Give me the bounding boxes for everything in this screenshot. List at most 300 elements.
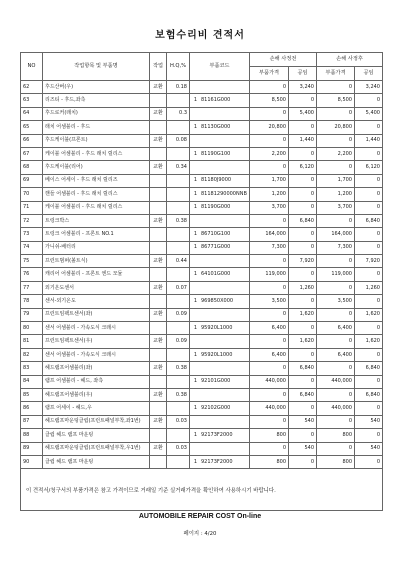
row-item: 가니쉬-배터리 [43,242,150,255]
document-title: 보험수리비 견적서 [155,30,245,41]
row-part-code [190,175,250,188]
table-row [21,268,383,281]
row-no: 70 [21,188,43,201]
row-after-parts-price: 20,800 [317,121,355,134]
row-before-labor: 3,240 [289,81,317,94]
row-before-parts-price: 2,200 [250,148,289,161]
row-item: 케이블 어셈블리 - 후드 래치 릴리스 [43,202,150,215]
row-part-code-text: 81161G000 [201,97,231,104]
row-item: 베이스 어세이 - 후드 래치 릴리즈 [43,175,150,188]
row-before-parts-price: 0 [250,362,289,375]
row-part-code [190,94,250,107]
row-work [150,376,167,389]
row-part-code-text: 64101G000 [201,271,231,278]
row-item: 센서-외기온도 [43,295,150,308]
row-before-labor: 0 [289,268,317,281]
row-item: 램프 어세이 - 헤드,우 [43,402,150,415]
row-quantity: 1 [193,271,198,278]
row-before-labor: 5,400 [289,108,317,121]
row-part-code [190,135,250,148]
table-row [21,188,383,201]
row-after-labor: 0 [355,148,383,161]
row-no: 85 [21,389,43,402]
row-quantity: 1 [193,230,198,237]
row-part-code-text: 95920L1000 [201,324,233,331]
row-part-code-text: 81190G000 [201,204,231,211]
table-row [21,215,383,228]
row-hq [167,429,190,442]
row-part-code [190,456,250,469]
table-row [21,202,383,215]
row-quantity: 1 [193,244,198,251]
row-hq [167,188,190,201]
row-after-labor: 5,400 [355,108,383,121]
row-part-code [190,81,250,94]
row-before-labor: 0 [289,349,317,362]
row-work [150,148,167,161]
row-part-code [190,362,250,375]
row-work [150,94,167,107]
row-no: 75 [21,255,43,268]
row-work [150,121,167,134]
row-no: 68 [21,161,43,174]
table-row [21,443,383,456]
row-before-parts-price: 3,700 [250,202,289,215]
page-number: 페이지 : 4/20 [183,531,217,537]
row-before-parts-price: 3,500 [250,295,289,308]
row-before-labor: 540 [289,416,317,429]
footer-title: AUTOMOBILE REPAIR COST On-line [138,513,262,520]
row-hq: 0.34 [167,161,190,174]
row-no: 76 [21,268,43,281]
row-quantity: 1 [193,324,198,331]
row-item: 센서 어셈블리 - 가속도식 크래시 [43,349,150,362]
row-after-parts-price: 0 [317,335,355,348]
row-hq [167,376,190,389]
row-hq [167,175,190,188]
header-work: 작업 [150,53,167,81]
row-after-parts-price: 0 [317,309,355,322]
row-after-parts-price: 0 [317,108,355,121]
row-part-code [190,268,250,281]
row-after-parts-price: 8,500 [317,94,355,107]
table-row [21,362,383,375]
row-after-parts-price: 0 [317,416,355,429]
row-after-labor: 6,840 [355,215,383,228]
row-after-labor: 0 [355,94,383,107]
row-no: 84 [21,376,43,389]
row-hq [167,268,190,281]
row-hq [167,94,190,107]
row-hq [167,402,190,415]
row-part-code [190,188,250,201]
row-no: 88 [21,429,43,442]
row-no: 71 [21,202,43,215]
row-after-labor: 540 [355,416,383,429]
row-before-labor: 1,440 [289,135,317,148]
row-before-parts-price: 0 [250,389,289,402]
table-row [21,309,383,322]
row-work: 교환 [150,309,167,322]
row-work [150,402,167,415]
row-no: 64 [21,108,43,121]
row-item: 헤드램프마운팅클립(프런트패널부착,좌1번) [43,416,150,429]
table-body [21,81,383,469]
row-no: 62 [21,81,43,94]
row-quantity: 1 [193,351,198,358]
row-after-parts-price: 0 [317,282,355,295]
row-part-code [190,295,250,308]
row-part-code [190,161,250,174]
row-after-labor: 1,260 [355,282,383,295]
table-row [21,416,383,429]
row-part-code [190,242,250,255]
row-before-parts-price: 8,500 [250,94,289,107]
row-quantity: 1 [193,297,198,304]
table-row [21,295,383,308]
row-work [150,175,167,188]
row-hq: 0.08 [167,135,190,148]
table-row [21,456,383,469]
row-after-parts-price: 164,000 [317,228,355,241]
row-hq [167,349,190,362]
row-work [150,202,167,215]
row-after-labor: 0 [355,202,383,215]
row-after-parts-price: 800 [317,429,355,442]
table-row [21,335,383,348]
table-row [21,282,383,295]
row-part-code [190,309,250,322]
row-part-code [190,108,250,121]
row-no: 90 [21,456,43,469]
row-after-labor: 1,620 [355,309,383,322]
row-before-parts-price: 119,000 [250,268,289,281]
row-quantity: 1 [193,204,198,211]
row-part-code [190,335,250,348]
row-after-parts-price: 0 [317,81,355,94]
row-before-labor: 0 [289,188,317,201]
row-after-labor: 7,920 [355,255,383,268]
row-after-labor: 0 [355,456,383,469]
row-item: 핸들 어셈블리 - 후드 래치 릴리스 [43,188,150,201]
row-no: 67 [21,148,43,161]
row-before-labor: 6,120 [289,161,317,174]
row-item: 후드로커(래치) [43,108,150,121]
row-hq [167,121,190,134]
row-work [150,268,167,281]
row-after-parts-price: 800 [317,456,355,469]
row-before-parts-price: 0 [250,108,289,121]
row-part-code [190,215,250,228]
row-before-parts-price: 0 [250,135,289,148]
row-part-code-text: 92173F2000 [201,431,233,438]
row-after-labor: 0 [355,121,383,134]
row-item: 후드산버(우) [43,81,150,94]
row-hq: 0.38 [167,215,190,228]
row-part-code [190,402,250,415]
header-after-parts-price: 부품가격 [317,67,355,81]
row-hq: 0.03 [167,416,190,429]
row-no: 74 [21,242,43,255]
row-part-code [190,389,250,402]
row-after-labor: 0 [355,295,383,308]
row-before-parts-price: 0 [250,215,289,228]
row-work [150,322,167,335]
row-part-code [190,202,250,215]
table-row [21,389,383,402]
row-item: 클립 헤드 램프 마운팅 [43,456,150,469]
row-no: 79 [21,309,43,322]
row-quantity: 1 [193,431,198,438]
row-after-parts-price: 0 [317,215,355,228]
row-item: 후드케이블(프론트) [43,135,150,148]
row-after-labor: 0 [355,242,383,255]
row-work [150,295,167,308]
row-before-parts-price: 0 [250,309,289,322]
row-before-labor: 0 [289,295,317,308]
row-no: 78 [21,295,43,308]
row-no: 69 [21,175,43,188]
row-before-labor: 6,840 [289,362,317,375]
row-after-labor: 0 [355,175,383,188]
disclaimer-note: 이 견적서/청구서의 부품가격은 참고 가격이므로 거래일 기준 실거래가격을 확인하여 사용하시기 바랍니다. [21,469,383,511]
row-item: 케이블 어셈블리 - 후드 래치 릴리스 [43,148,150,161]
row-after-labor: 0 [355,322,383,335]
row-part-code-text: 92102G000 [201,405,231,412]
row-before-labor: 0 [289,242,317,255]
row-no: 77 [21,282,43,295]
header-before-adjustment: 손해 사정전 [250,53,317,67]
table-row [21,94,383,107]
row-part-code [190,349,250,362]
row-work: 교환 [150,282,167,295]
row-part-code-text: 81190G100 [201,150,231,157]
header-after-adjustment: 손해 사정후 [317,53,383,67]
row-before-parts-price: 20,800 [250,121,289,134]
row-after-parts-price: 0 [317,389,355,402]
row-after-labor: 0 [355,376,383,389]
row-work [150,456,167,469]
row-no: 66 [21,135,43,148]
row-before-parts-price: 0 [250,81,289,94]
row-before-parts-price: 0 [250,282,289,295]
row-no: 83 [21,362,43,375]
row-part-code-text: 81180J9000 [201,177,232,184]
row-hq: 0.44 [167,255,190,268]
row-after-parts-price: 1,700 [317,175,355,188]
row-quantity: 1 [193,458,198,465]
row-part-code [190,376,250,389]
row-after-labor: 3,240 [355,81,383,94]
row-part-code-text: 92101G000 [201,378,231,385]
row-before-labor: 0 [289,202,317,215]
row-after-parts-price: 6,400 [317,322,355,335]
row-work: 교환 [150,108,167,121]
row-before-labor: 6,840 [289,389,317,402]
row-item: 프런트임팩트센서(좌) [43,309,150,322]
row-before-parts-price: 1,200 [250,188,289,201]
table-row [21,429,383,442]
row-work: 교환 [150,389,167,402]
row-after-labor: 0 [355,349,383,362]
table-row [21,121,383,134]
table-row [21,349,383,362]
row-before-parts-price: 6,400 [250,322,289,335]
row-quantity: 1 [193,97,198,104]
row-part-code [190,121,250,134]
row-after-labor: 6,840 [355,389,383,402]
row-hq [167,322,190,335]
row-work [150,242,167,255]
row-before-parts-price: 0 [250,161,289,174]
row-hq: 0.38 [167,362,190,375]
header-before-labor: 공임 [289,67,317,81]
row-part-code-text: 969850X000 [201,297,234,304]
row-quantity: 1 [193,150,198,157]
row-work: 교환 [150,443,167,456]
table-row [21,376,383,389]
row-before-parts-price: 440,000 [250,376,289,389]
header-part-code: 부품코드 [190,53,250,81]
row-after-labor: 0 [355,188,383,201]
row-before-labor: 0 [289,429,317,442]
row-after-labor: 0 [355,228,383,241]
row-before-parts-price: 0 [250,443,289,456]
row-item: 트렁크박스 [43,215,150,228]
table-row [21,242,383,255]
row-item: 프런트임팩트센서(우) [43,335,150,348]
row-no: 86 [21,402,43,415]
row-before-parts-price: 164,000 [250,228,289,241]
row-before-labor: 0 [289,456,317,469]
row-after-labor: 6,120 [355,161,383,174]
row-item: 헤드램프어셈블리(좌) [43,362,150,375]
row-item: 캐리어 어셈블리 - 프론트 엔드 모듈 [43,268,150,281]
row-work [150,429,167,442]
row-work [150,349,167,362]
row-before-labor: 0 [289,322,317,335]
header-after-labor: 공임 [355,67,383,81]
row-after-parts-price: 440,000 [317,402,355,415]
row-after-labor: 1,620 [355,335,383,348]
row-quantity: 1 [193,378,198,385]
row-after-labor: 0 [355,268,383,281]
row-part-code-text: 86771G000 [201,244,231,251]
row-part-code [190,443,250,456]
header-hq: H.Q,% [167,53,190,81]
row-no: 81 [21,335,43,348]
row-before-labor: 0 [289,121,317,134]
row-before-parts-price: 1,700 [250,175,289,188]
row-before-labor: 0 [289,228,317,241]
row-after-labor: 1,440 [355,135,383,148]
row-after-parts-price: 0 [317,255,355,268]
row-hq: 0.38 [167,389,190,402]
row-before-labor: 0 [289,175,317,188]
row-item: 헤드램프어셈블리(우) [43,389,150,402]
row-after-labor: 0 [355,402,383,415]
table-row [21,81,383,94]
row-part-code [190,228,250,241]
row-item: 프런트범퍼(볼트식) [43,255,150,268]
table-row [21,255,383,268]
header-before-parts-price: 부품가격 [250,67,289,81]
row-before-parts-price: 800 [250,429,289,442]
row-work: 교환 [150,335,167,348]
row-work: 교환 [150,255,167,268]
row-hq [167,228,190,241]
row-before-parts-price: 0 [250,255,289,268]
row-after-parts-price: 3,500 [317,295,355,308]
row-hq [167,202,190,215]
row-hq [167,148,190,161]
row-before-parts-price: 6,400 [250,349,289,362]
row-work [150,228,167,241]
row-item: 클립 헤드 램프 마운팅 [43,429,150,442]
row-quantity: 1 [193,123,198,130]
row-after-labor: 540 [355,443,383,456]
table-row [21,322,383,335]
row-before-parts-price: 440,000 [250,402,289,415]
row-before-labor: 0 [289,148,317,161]
table-row [21,148,383,161]
header-item: 작업항목 및 부품명 [43,53,150,81]
row-hq [167,295,190,308]
row-item: 트렁크 어셈블리 - 프론트 NO.1 [43,228,150,241]
row-before-labor: 540 [289,443,317,456]
row-before-parts-price: 800 [250,456,289,469]
row-no: 87 [21,416,43,429]
row-item: 외기온도센서 [43,282,150,295]
row-item: 리즈티 - 후드,좌측 [43,94,150,107]
row-item: 후드케이블(리어) [43,161,150,174]
row-work: 교환 [150,81,167,94]
row-no: 89 [21,443,43,456]
row-part-code-text: 86710G100 [201,230,231,237]
row-hq [167,242,190,255]
row-work: 교환 [150,215,167,228]
table-row [21,135,383,148]
row-quantity: 1 [193,405,198,412]
row-after-parts-price: 0 [317,135,355,148]
row-hq: 0.09 [167,309,190,322]
row-quantity: 1 [193,190,198,197]
row-quantity: 1 [193,177,198,184]
row-part-code-text: 81130G000 [201,123,231,130]
row-before-labor: 7,920 [289,255,317,268]
row-after-parts-price: 2,200 [317,148,355,161]
row-after-parts-price: 0 [317,161,355,174]
row-no: 72 [21,215,43,228]
row-before-labor: 1,260 [289,282,317,295]
row-no: 63 [21,94,43,107]
table-row [21,161,383,174]
row-part-code [190,255,250,268]
table-row [21,228,383,241]
table-row [21,175,383,188]
row-part-code-text: 92173F2000 [201,458,233,465]
row-work: 교환 [150,161,167,174]
row-before-labor: 1,620 [289,335,317,348]
row-before-parts-price: 7,300 [250,242,289,255]
row-after-parts-price: 440,000 [317,376,355,389]
row-before-labor: 6,840 [289,215,317,228]
row-after-labor: 6,840 [355,362,383,375]
row-item: 래치 어셈블리 - 후드 [43,121,150,134]
table-row [21,402,383,415]
row-before-labor: 0 [289,402,317,415]
row-work: 교환 [150,362,167,375]
